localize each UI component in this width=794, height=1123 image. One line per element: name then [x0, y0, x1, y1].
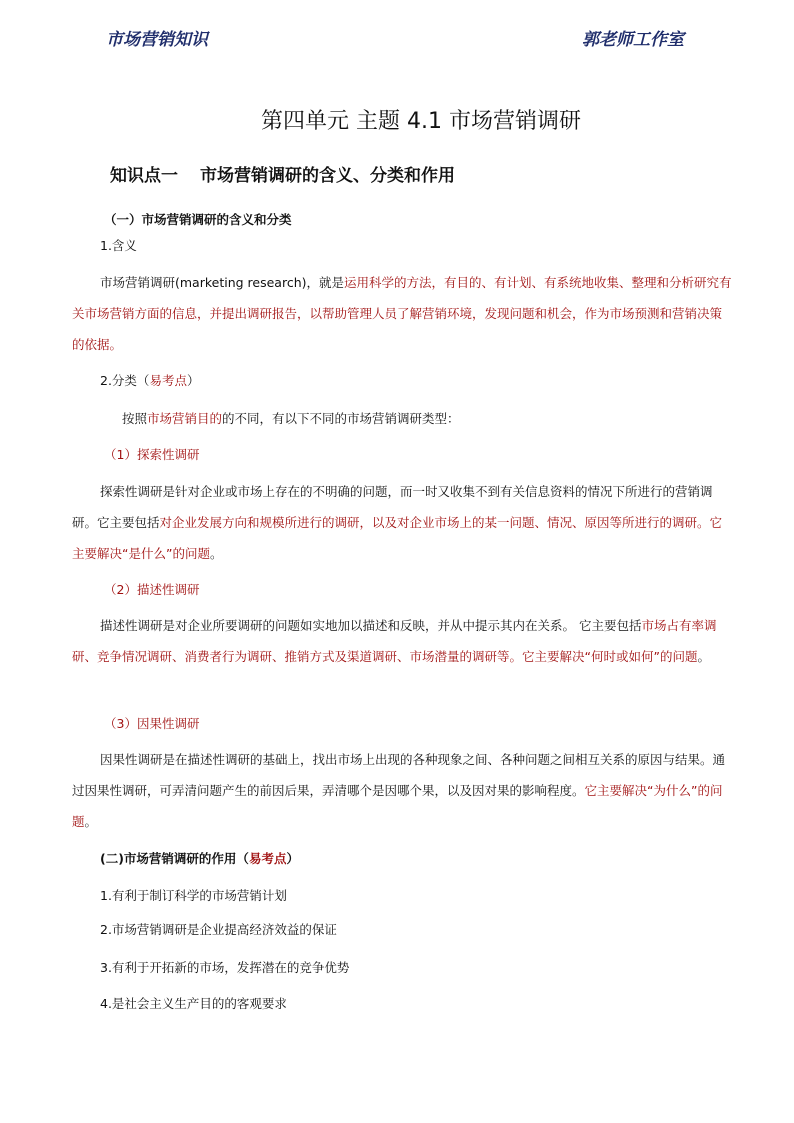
- type2-emphasis: 市场占有率调研、竞争情况调研、消费者行为调研、推销方式及渠道调研、市场潜量的调研等。它主要解决“何时或如何”的问题: [72, 618, 717, 664]
- exam-point-badge: 易考点: [149, 373, 187, 388]
- sub-heading-meaning: 1.含义: [100, 238, 137, 253]
- part2-heading-text: (二)市场营销调研的作用（: [100, 851, 249, 866]
- type1-paragraph: [72, 476, 732, 569]
- page-title: 第四单元 主题 4.1 市场营销调研: [261, 109, 581, 134]
- type3-emphasis: 它主要解决“为什么”的问题: [72, 783, 723, 829]
- type2-label: （2）描述性调研: [104, 582, 200, 597]
- part1-heading: （一）市场营销调研的含义和分类: [104, 212, 292, 227]
- list-item: 1.有利于制订科学的市场营销计划: [100, 888, 287, 903]
- list-item: 4.是社会主义生产目的的客观要求: [100, 996, 287, 1011]
- type3-text: 因果性调研是在描述性调研的基础上，找出市场上出现的各种现象之间、各种问题之间相互关系的原因与结果。通过因果性调研，可弄清问题产生的前因后果，弄清哪个是因哪个果，以及因对果的影响程度。: [72, 752, 726, 798]
- classification-label: 2.分类（: [100, 373, 150, 388]
- type1-text: 探索性调研是针对企业或市场上存在的不明确的问题，而一时又收集不到有关信息资料的情况下所进行的营销调研。它主要包括: [72, 484, 713, 530]
- type2-text: 描述性调研是对企业所要调研的问题如实地加以描述和反映，并从中提示其内在关系。 它主要包括: [100, 618, 642, 633]
- definition-emphasis: 运用科学的方法，有目的、有计划、有系统地收集、整理和分析研究有关市场营销方面的信息，并提出调研报告，以帮助管理人员了解营销环境，发现问题和机会，作为市场预测和营销决策的依据。: [72, 275, 732, 352]
- type1-tail: 。: [209, 546, 223, 561]
- classification-intro: [122, 403, 460, 434]
- type1-emphasis: 对企业发展方向和规模所进行的调研，以及对企业市场上的某一问题、情况、原因等所进行的调研。它主要解决“是什么”的问题: [72, 515, 723, 561]
- intro-emphasis: 市场营销目的: [147, 411, 223, 426]
- definition-paragraph: [72, 267, 732, 360]
- header-left-title: 市场营销知识: [106, 30, 208, 50]
- header-right-title: 郭老师工作室: [582, 30, 684, 50]
- list-item: 2.市场营销调研是企业提高经济效益的保证: [100, 922, 337, 937]
- classification-close: ）: [186, 373, 200, 388]
- intro-tail: 的不同，有以下不同的市场营销调研类型：: [222, 411, 460, 426]
- type3-tail: 。: [84, 814, 98, 829]
- section-heading: [110, 161, 455, 186]
- exam-point-badge-2: 易考点: [248, 851, 287, 866]
- type3-paragraph: [72, 744, 732, 837]
- definition-lead: 市场营销调研(marketing research)，就是: [100, 275, 344, 290]
- intro-lead: 按照: [122, 411, 148, 426]
- list-item: 3.有利于开拓新的市场，发挥潜在的竞争优势: [100, 960, 350, 975]
- part2-heading: [100, 843, 299, 874]
- part2-heading-close: ）: [286, 851, 299, 866]
- type1-label: （1）探索性调研: [104, 447, 200, 462]
- section-heading-label: 知识点一: [110, 166, 178, 186]
- type2-tail: 。: [697, 649, 710, 664]
- type3-label: （3）因果性调研: [104, 716, 200, 731]
- type2-paragraph: [72, 610, 732, 672]
- section-heading-text: 市场营销调研的含义、分类和作用: [200, 166, 455, 186]
- sub-heading-classification: [100, 365, 199, 396]
